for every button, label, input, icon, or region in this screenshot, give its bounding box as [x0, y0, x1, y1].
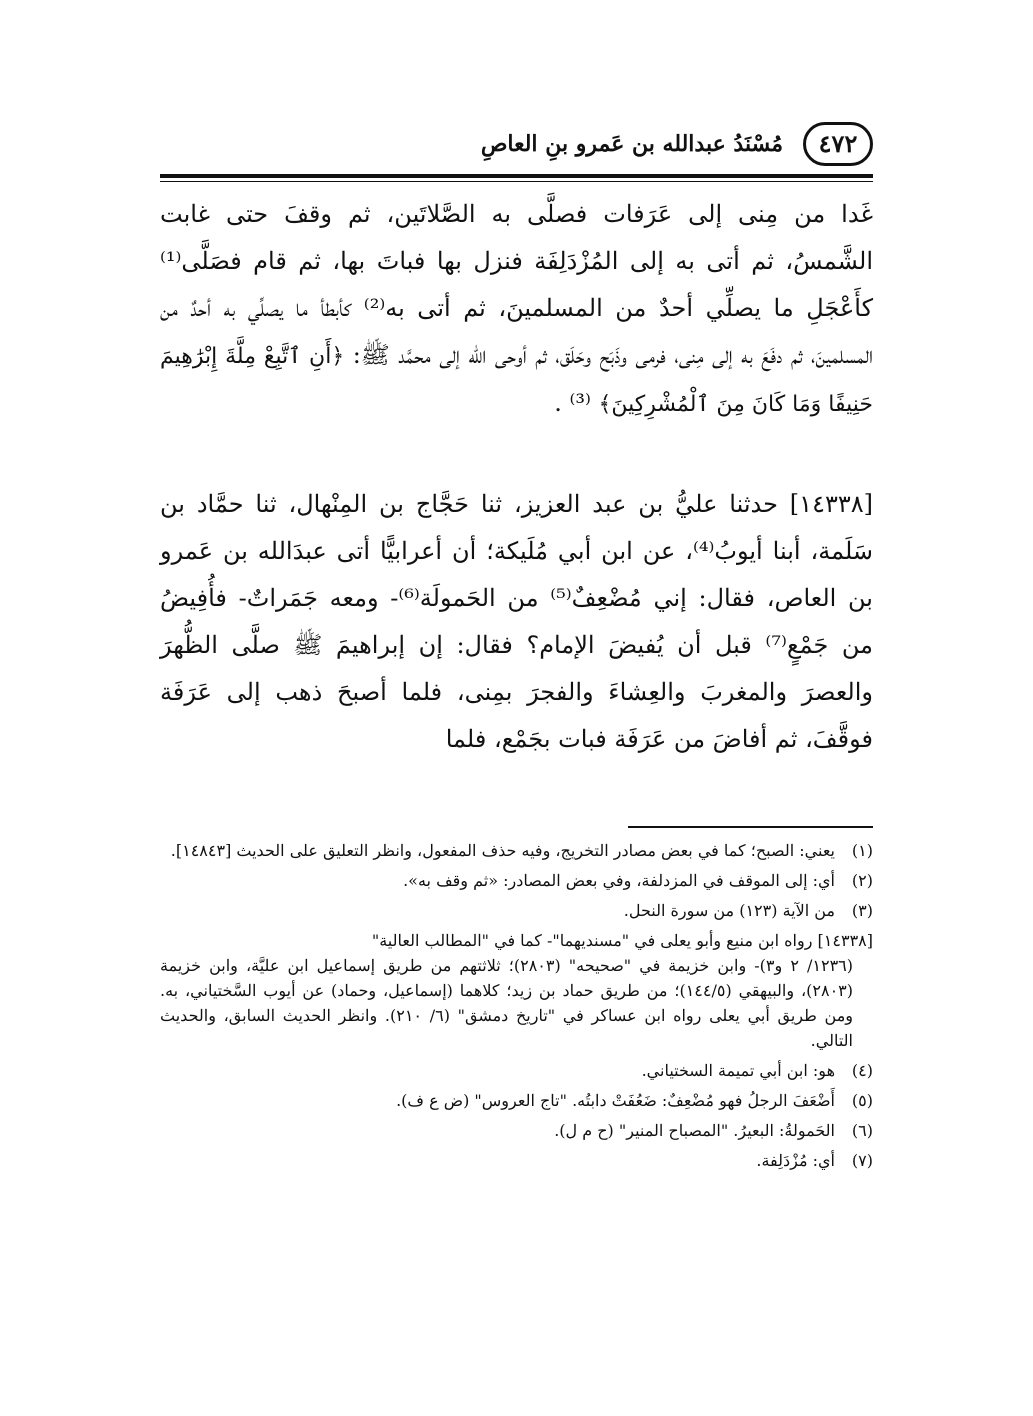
footnote-number: (١): [851, 841, 873, 860]
footnote-text: الحَمولةُ: البعيرُ. "المصباح المنير" (ح م ل).: [554, 1121, 835, 1140]
page-number-badge: ٤٧٢: [803, 122, 873, 166]
footnote-text: يعني: الصبح؛ كما في بعض مصادر التخريج، وفيه حذف المفعول، وانظر التعليق على الحديث [١٤٨٤٣].: [170, 841, 835, 860]
footnote-number: (٦): [851, 1121, 873, 1140]
footnote: [160, 898, 873, 923]
footnote-text: أي: مُزْدَلِفة.: [756, 1151, 835, 1170]
footnotes-section: [160, 838, 873, 1178]
footnote-number: (٥): [851, 1091, 873, 1110]
footnote-number: (٧): [851, 1151, 873, 1170]
footnote: [160, 1148, 873, 1173]
footnote-separator: [628, 826, 873, 828]
footnote: [160, 838, 873, 863]
body-paragraph-1: [160, 191, 873, 428]
takhrij-text: (١٢٣٦/ ٢ و٣)- وابن خزيمة في "صحيحه" (٢٨٠٣)؛ ثلاثتهم من طريق إسماعيل ابن عليَّة، وابن خزيمة (٢٨٠٣)، والبيهقي (١٤٤/٥)؛ من طريق حماد بن زيد؛ كلاهما (إسماعيل، وحماد) عن أيوب السَّختياني، به. ومن طريق أبي يعلى رواه ابن عساكر في "تاريخ دمشق" (٦/ ٢١٠). وانظر الحديث السابق، والحديث التالي.: [160, 956, 854, 1050]
footnote: [160, 868, 873, 893]
body-paragraph-2: [160, 481, 873, 763]
footnote: [160, 1118, 873, 1143]
paragraph-1-text: غَدا من مِنى إلى عَرَفات فصلَّى به الصَّلاتَين، ثم وقفَ حتى غابت الشَّمسُ، ثم أتى به إلى المُزْدَلِفَة فنزل بها فباتَ بها، ثم قام فصَلَّى⁽¹⁾ كأَعْجَلِ ما يصلِّي أحدٌ من المسلمينَ، ثم أتى به⁽²⁾ كأبطأ ما يصلِّي به أحدٌ من المسلمينَ، ثم دفَعَ به إلى مِنى، فرمى وذَبَح وحَلَق، ثم أوحى الله إلى محمَّد ﷺ:: [160, 200, 874, 369]
footnote-text: من الآية (١٢٣) من سورة النحل.: [623, 901, 835, 920]
paragraph-2-text: [١٤٣٣٨] حدثنا عليُّ بن عبد العزيز، ثنا حَجَّاج بن المِنْهال، ثنا حمَّاد بن سَلَمة، أبنا أيوبُ⁽⁴⁾، عن ابن أبي مُلَيكة؛ أن أعرابيًّا أتى عبدَالله بن عَمرو بن العاص، فقال: إني مُضْعِفٌ⁽⁵⁾ من الحَمولَة⁽⁶⁾- ومعه جَمَراتٌ- فأُفِيضُ من جَمْعٍ⁽⁷⁾ قبل أن يُفيضَ الإمام؟ فقال: إن إبراهيمَ ﷺ صلَّى الظُّهرَ والعصرَ والمغربَ والعِشاءَ والفجرَ بمِنى، فلما أصبحَ ذهب إلى عَرَفَة فوقَّفَ، ثم أفاضَ من عَرَفَة فبات بجَمْع، فلما: [160, 490, 873, 753]
footnote: [160, 1088, 873, 1113]
paragraph-1-end: ⁽³⁾ .: [554, 389, 591, 417]
running-title: مُسْنَدُ عبدالله بن عَمرو بنِ العاصِ: [480, 131, 783, 157]
header-rule-thick: [160, 174, 873, 178]
footnote-text: أي: إلى الموقف في المزدلفة، وفي بعض المصادر: «ثم وقف به».: [403, 871, 835, 890]
page-header: [160, 122, 873, 172]
footnote: [160, 1058, 873, 1083]
footnote-text: أَضْعَفَ الرجلُ فهو مُضْعِفٌ: ضَعُفَتْ دابتُه. "تاج العروس" (ض ع ف).: [396, 1091, 835, 1110]
header-rule-thin: [160, 181, 873, 182]
footnote-text: هو: ابن أبي تميمة السختياني.: [641, 1061, 835, 1080]
footnote-number: (٣): [851, 901, 873, 920]
takhrij-lead: [١٤٣٣٨] رواه ابن منيع وأبو يعلى في "مسنديهما"- كما في "المطالب العالية": [371, 931, 873, 950]
footnote-number: (٤): [851, 1061, 873, 1080]
quran-verse: ﴿أَنِ ٱتَّبِعْ مِلَّةَ إِبْرَٰهِيمَ حَنِيفًا وَمَا كَانَ مِنَ ٱلْمُشْرِكِينَ﴾: [160, 344, 873, 417]
footnote-number: (٢): [851, 871, 873, 890]
takhrij-note: [160, 928, 873, 1053]
